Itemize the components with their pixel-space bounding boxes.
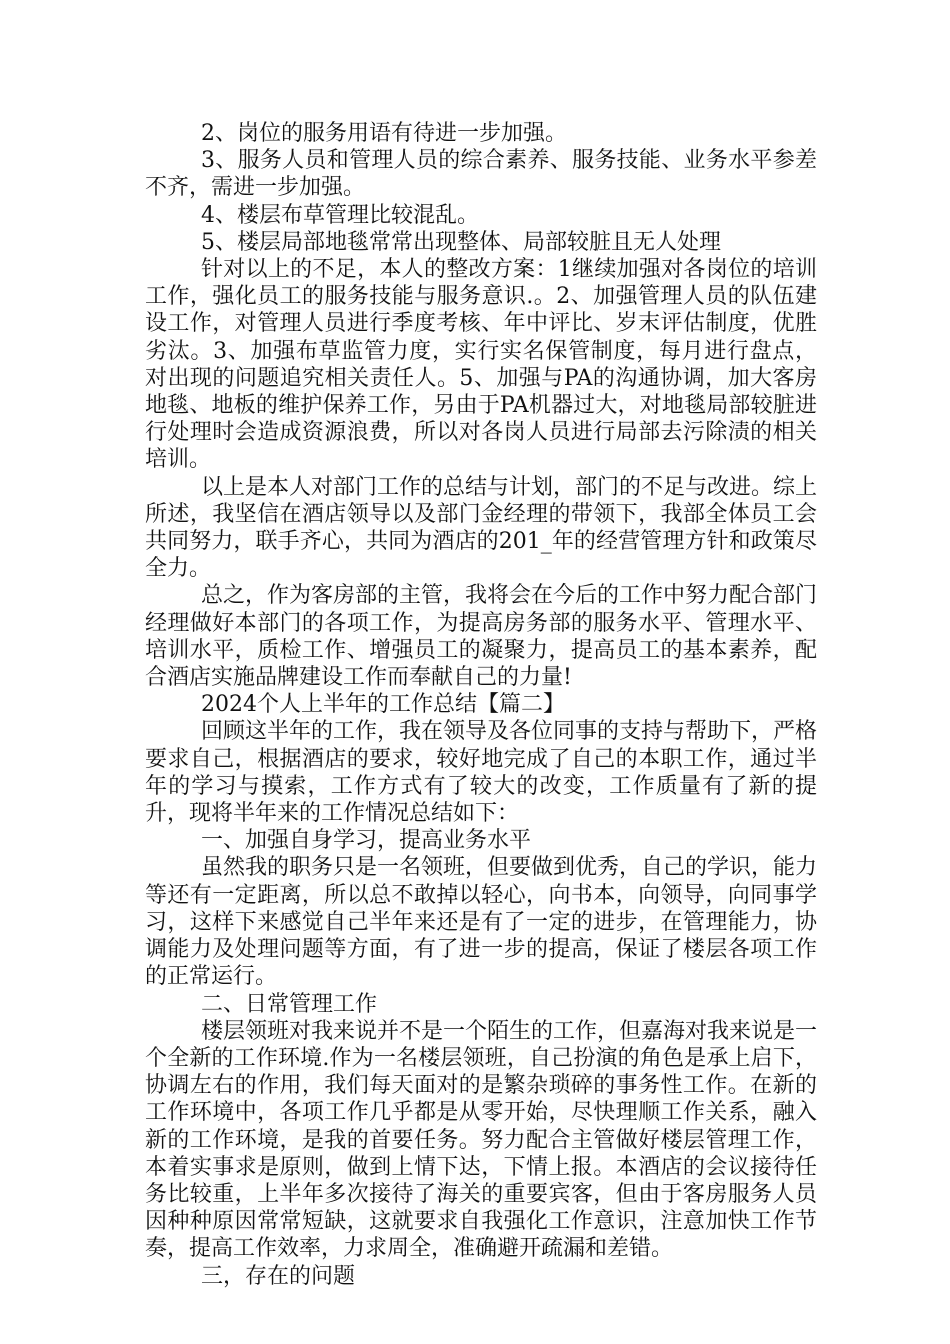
paragraph-item-3: 3、服务人员和管理人员的综合素养、服务技能、业务水平参差不齐，需进一步加强。 [145, 148, 817, 201]
paragraph-item-4: 4、楼层布草管理比较混乱。 [201, 202, 479, 228]
paragraph-conclusion: 总之，作为客房部的主管，我将会在今后的工作中努力配合部门经理做好本部门的各项工作，为提高房务部的服务水平、管理水平、培训水平，质检工作、增强员工的凝聚力，提高员工的基本素养，配合酒店实施品牌建设工作而奉献自己的力量! [145, 583, 818, 691]
paragraph-rectification-plan: 针对以上的不足，本人的整改方案：1继续加强对各岗位的培训工作，强化员工的服务技能与服务意识.。2、加强管理人员的队伍建设工作，对管理人员进行季度考核、年中评比、岁末评估制度，优胜劣汰。3、加强布草监管力度，实行实名保管制度，每月进行盘点，对出现的问题追究相关责任人。5、加强与PA的沟通协调，加大客房地毯、地板的维护保养工作，另由于PA机器过大，对地毯局部较脏进行处理时会造成资源浪费，所以对各岗人员进行局部去污除渍的相关培训。 [145, 257, 817, 473]
section-title: 2024个人上半年的工作总结【篇二】 [201, 692, 565, 718]
paragraph-study: 虽然我的职务只是一名领班，但要做到优秀，自己的学识，能力等还有一定距离，所以总不敢掉以轻心，向书本，向领导，向同事学习，这样下来感觉自己半年来还是有了一定的进步，在管理能力，协调能力及处理问题等方面，有了进一步的提高，保证了楼层各项工作的正常运行。 [145, 855, 818, 990]
paragraph-item-2: 2、岗位的服务用语有待进一步加强。 [201, 121, 567, 146]
paragraph-item-5: 5、楼层局部地毯常常出现整体、局部较脏且无人处理 [201, 229, 721, 255]
section-heading-1: 一、加强自身学习，提高业务水平 [201, 828, 532, 854]
paragraph-review: 回顾这半年的工作，我在领导及各位同事的支持与帮助下，严格要求自己，根据酒店的要求，较好地完成了自己的本职工作，通过半年的学习与摸索，工作方式有了较大的改变，工作质量有了新的提升，现将半年来的工作情况总结如下： [145, 719, 818, 827]
document-body [145, 120, 817, 1290]
section-heading-3: 三，存在的问题 [201, 1263, 356, 1289]
section-heading-2: 二、日常管理工作 [201, 991, 378, 1017]
paragraph-daily-management: 楼层领班对我来说并不是一个陌生的工作，但嘉海对我来说是一个全新的工作环境.作为一名楼层领班，自己扮演的角色是承上启下，协调左右的作用，我们每天面对的是繁杂琐碎的事务性工作。在新的工作环境中，各项工作几乎都是从零开始，尽快理顺工作关系，融入新的工作环境，是我的首要任务。努力配合主管做好楼层管理工作，本着实事求是原则，做到上情下达，下情上报。本酒店的会议接待任务比较重，上半年多次接待了海关的重要宾客，但由于客房服务人员因种种原因常常短缺，这就要求自我强化工作意识，注意加快工作节奏，提高工作效率，力求周全，准确避开疏漏和差错。 [145, 1018, 818, 1262]
paragraph-summary: 以上是本人对部门工作的总结与计划，部门的不足与改进。综上所述，我坚信在酒店领导以及部门金经理的带领下，我部全体员工会共同努力，联手齐心，共同为酒店的201_年的经营管理方针和政策尽全力。 [145, 474, 818, 582]
